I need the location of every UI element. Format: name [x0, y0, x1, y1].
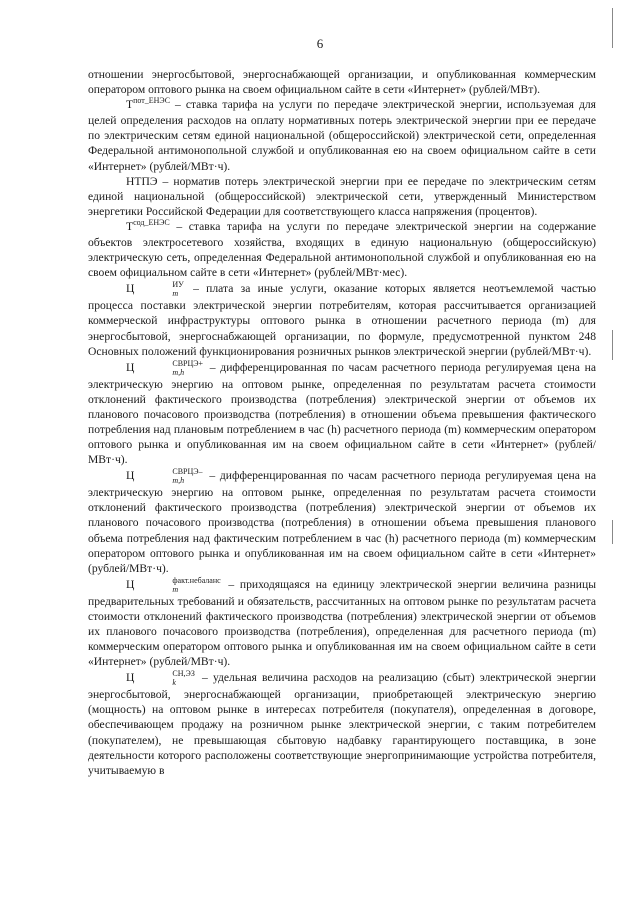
document-body: [88, 67, 596, 778]
scan-edge-mark: [612, 8, 613, 48]
definition-c-iu: Ц ИУ m – плата за иные услуги, оказание которых является неотъемлемой частью процесса поставки электрической энергии потребителям, которая рассчитывается организацией коммерческой инфраструктуры оптового рынка в отношении расчетного периода (m) для энергосбытовой, энергоснабжающей организации, по формуле, предусмотренной пунктом 248 Основных положений функционирования розничных рынков электрической энергии (рублей/МВт·ч).: [88, 280, 596, 358]
scan-edge-mark: [612, 330, 613, 360]
definition-t-pot-enes: $T^{пот\_ЕНЭС}$ – ставка тарифа на услуги по передаче электрической энергии, используемая для целей определения расходов на оплату нормативных потерь электрической энергии при ее передаче по электрическим сетям единой национальной (общероссийской) электрической сети, определенная Федеральной антимонопольной службой и опубликованная ею на своем официальном сайте в сети «Интернет» (рублей/МВт·ч).: [88, 96, 596, 173]
definition-c-fakt-nebalans: Ц факт.небаланс m – приходящаяся на единицу электрической энергии величина разницы предварительных требований и обязательств, рассчитанных на оптовом рынке по результатам расчета стоимости отклонений фактического производства (потребления) электрической энергии от объемов их планового почасового производства (потребления), определенная для расчетного периода (m) коммерческим оператором оптового рынка и опубликованная им на своем официальном сайте в сети «Интернет» (рублей/МВт·ч).: [88, 575, 596, 669]
page-number: 6: [316, 36, 324, 51]
definition-c-sn-ez: Ц СН,ЭЗ k – удельная величина расходов на реализацию (сбыт) электрической энергии энергосбытовой, энергоснабжающей организации, приобретающей электрическую энергию (мощность) на оптовом рынке в интересах потребителя (покупателя), определенная в договоре, обеспечивающем продажу на розничном рынке электрической энергии, с таким потребителем (покупателем), не превышающая сбытовую надбавку гарантирующего поставщика, в зоне деятельности которого расположены соответствующие энергопринимающие устройства потребителя, учитываемую в: [88, 669, 596, 777]
definition-c-svrce-plus: Ц СВРЦЭ+ m,h – дифференцированная по часам расчетного периода регулируемая цена на электрическую энергию на оптовом рынке, определенная по результатам расчета стоимости отклонений фактического производства (потребления) электрической энергии от объемов их планового почасового производства (потребления) в отношении объема превышения фактического потребления над плановым потреблением в час (h) расчетного периода (m) коммерческим оператором оптового рынка и опубликованная им на своем официальном сайте в сети «Интернет» (рублей/МВт·ч).: [88, 358, 596, 467]
definition-t-sod-enes: $T^{сод\_ЕНЭС}$ – ставка тарифа на услуги по передаче электрической энергии на содержание объектов электросетевого хозяйства, входящих в единую национальную (общероссийскую) электрическую сеть, определенная Федеральной антимонопольной службой и опубликованная ею на своем официальном сайте в сети «Интернет» (рублей/МВт·мес).: [88, 217, 596, 280]
definition-c-svrce-minus: Ц СВРЦЭ– m,h – дифференцированная по часам расчетного периода регулируемая цена на электрическую энергию на оптовом рынке, определенная по результатам расчета стоимости отклонений фактического производства (потребления) электрической энергии от объемов их планового почасового производства (потребления) в отношении объема превышения планового объема потребления над фактическим потреблением в час (h) расчетного периода (m) коммерческим оператором оптового рынка и опубликованная им на своем официальном сайте в сети «Интернет» (рублей/МВт·ч).: [88, 467, 596, 575]
definition-ntpe: НТПЭ – норматив потерь электрической энергии при ее передаче по электрическим сетям единой национальной (общероссийской) электрической сети, утвержденный Министерством энергетики Российской Федерации для соответствующего класса напряжения (процентов).: [88, 174, 596, 218]
scan-edge-mark: [612, 520, 613, 544]
paragraph-continuation: отношении энергосбытовой, энергоснабжающей организации, и опубликованная коммерческим оператором оптового рынка на своем официальном сайте в сети «Интернет» (рублей/МВт).: [88, 68, 596, 97]
